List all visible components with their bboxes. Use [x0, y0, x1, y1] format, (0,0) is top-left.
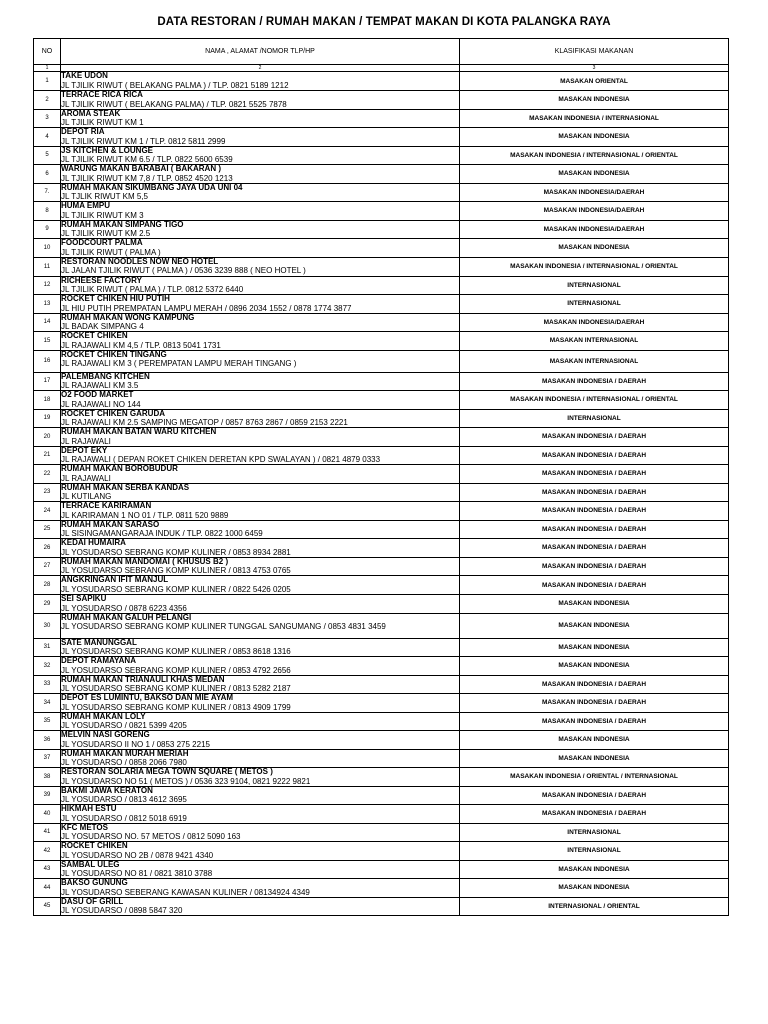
restaurant-address: JL JALAN TJILIK RIWUT ( PALMA ) / 0536 3239 888 ( NEO HOTEL ): [61, 266, 306, 275]
row-number: 33: [34, 675, 61, 694]
restaurant-name: RUMAH MAKAN SIMPANG TIGO: [61, 220, 184, 229]
restaurant-cell: [61, 239, 460, 258]
food-classification: MASAKAN INDONESIA / DAERAH: [460, 446, 729, 465]
restaurant-cell: [61, 372, 460, 391]
restaurant-name: RESTORAN SOLARIA MEGA TOWN SQUARE ( METOS ): [61, 767, 273, 776]
restaurant-address: JL KUTILANG: [61, 492, 112, 501]
restaurant-cell: [61, 165, 460, 184]
table-row: [34, 295, 729, 314]
restaurant-cell: [61, 391, 460, 410]
restaurant-address: JL YOSUDARSO / 0812 5018 6919: [61, 813, 187, 823]
restaurant-cell: [61, 768, 460, 787]
table-row: [34, 428, 729, 447]
food-classification: MASAKAN INDONESIA: [460, 91, 729, 110]
table-row: [34, 860, 729, 879]
restaurant-address: JL SISINGAMANGARAJA INDUK / TLP. 0822 1000 6459: [61, 529, 263, 538]
restaurant-name: FOODCOURT PALMA: [61, 238, 143, 247]
food-classification: MASAKAN INDONESIA / DAERAH: [460, 372, 729, 391]
restaurant-cell: [61, 712, 460, 731]
restaurant-name: SATE MANUNGGAL: [61, 638, 137, 647]
row-number: 44: [34, 879, 61, 898]
food-classification: MASAKAN INDONESIA: [460, 239, 729, 258]
row-number: 24: [34, 502, 61, 521]
restaurant-cell: [61, 257, 460, 276]
food-classification: INTERNASIONAL: [460, 295, 729, 314]
food-classification: MASAKAN INDONESIA / DAERAH: [460, 675, 729, 694]
table-row: [34, 749, 729, 768]
table-row: [34, 786, 729, 805]
restaurant-name: RUMAH MAKAN SERBA KANDAS: [61, 483, 190, 492]
restaurant-cell: [61, 128, 460, 147]
restaurant-name: RUMAH MAKAN BATAN WARU KITCHEN: [61, 427, 217, 436]
restaurant-cell: [61, 638, 460, 657]
restaurant-address: JL YOSUDARSO SEBRANG KOMP KULINER / 0853 8934 2881: [61, 547, 291, 557]
row-number: 34: [34, 694, 61, 713]
food-classification: INTERNASIONAL / ORIENTAL: [460, 897, 729, 916]
restaurant-cell: [61, 694, 460, 713]
restaurant-cell: [61, 276, 460, 295]
table-row: [34, 276, 729, 295]
restaurant-cell: [61, 146, 460, 165]
restaurant-cell: [61, 613, 460, 638]
restaurant-cell: [61, 576, 460, 595]
restaurant-address: JL RAJAWALI ( DEPAN ROKET CHIKEN DERETAN KPD SWALAYAN ) / 0821 4879 0333: [61, 455, 381, 464]
restaurant-cell: [61, 749, 460, 768]
row-number: 30: [34, 613, 61, 638]
food-classification: MASAKAN INDONESIA / DAERAH: [460, 502, 729, 521]
restaurant-address: JL RAJAWALI: [61, 473, 111, 483]
food-classification: MASAKAN INDONESIA/DAERAH: [460, 202, 729, 221]
table-row: [34, 595, 729, 614]
restaurant-name: RUMAH MAKAN LOLY: [61, 712, 146, 721]
food-classification: MASAKAN ORIENTAL: [460, 72, 729, 91]
restaurant-address: JL TJILIK RIWUT ( PALMA ): [61, 247, 161, 257]
row-number: 9: [34, 220, 61, 239]
table-row: [34, 391, 729, 410]
restaurant-address: JL YOSUDARSO / 0813 4612 3695: [61, 795, 187, 804]
restaurant-address: JL YOSUDARSO SEBRANG KOMP KULINER / 0822 5426 0205: [61, 584, 291, 594]
table-row: [34, 446, 729, 465]
column-index-3: 3: [460, 65, 729, 72]
food-classification: MASAKAN INTERNASIONAL: [460, 350, 729, 372]
restaurant-cell: [61, 446, 460, 465]
restaurant-table: [33, 38, 729, 916]
restaurant-cell: [61, 409, 460, 428]
restaurant-name: RUMAH MAKAN WONG KAMPUNG: [61, 313, 195, 322]
restaurant-name: WARUNG MAKAN BARABAI ( BAKARAN ): [61, 164, 221, 173]
food-classification: MASAKAN INDONESIA: [460, 613, 729, 638]
restaurant-name: RUMAH MAKAN BOROBUDUR: [61, 464, 178, 473]
restaurant-name: ANGKRINGAN IFIT MANJUL: [61, 575, 169, 584]
column-index-1: 1: [34, 65, 61, 72]
header-klasifikasi: KLASIFIKASI MAKANAN: [460, 39, 729, 65]
food-classification: MASAKAN INDONESIA: [460, 749, 729, 768]
table-row: [34, 842, 729, 861]
restaurant-address: JL YOSUDARSO / 0878 6223 4356: [61, 603, 187, 613]
restaurant-cell: [61, 72, 460, 91]
table-row: [34, 712, 729, 731]
restaurant-address: JL TJILIK RIWUT KM 1 / TLP. 0812 5811 2999: [61, 136, 226, 146]
food-classification: MASAKAN INDONESIA/DAERAH: [460, 313, 729, 332]
header-name-address: NAMA , ALAMAT /NOMOR TLP/HP: [61, 39, 460, 65]
table-row: [34, 483, 729, 502]
restaurant-cell: [61, 183, 460, 202]
restaurant-address: JL TJILIK RIWUT KM 3: [61, 210, 144, 220]
restaurant-cell: [61, 313, 460, 332]
food-classification: MASAKAN INDONESIA / DAERAH: [460, 465, 729, 484]
food-classification: MASAKAN INDONESIA: [460, 860, 729, 879]
restaurant-name: BAKMI JAWA KERATON: [61, 786, 153, 795]
table-row: [34, 220, 729, 239]
restaurant-address: JL TJILIK RIWUT ( PALMA ) / TLP. 0812 5372 6440: [61, 285, 244, 294]
restaurant-name: KEDAI HUMAIRA: [61, 538, 126, 547]
restaurant-cell: [61, 109, 460, 128]
food-classification: INTERNASIONAL: [460, 842, 729, 861]
restaurant-name: ROCKET CHIKEN: [61, 331, 128, 340]
restaurant-address: JL YOSUDARSO / 0821 5399 4205: [61, 721, 187, 730]
restaurant-address: JL RAJAWALI KM 3.5: [61, 381, 139, 390]
restaurant-cell: [61, 91, 460, 110]
restaurant-address: JL TJILIK RIWUT ( BELAKANG PALMA ) / TLP. 0821 5189 1212: [61, 80, 289, 90]
row-number: 20: [34, 428, 61, 447]
row-number: 11: [34, 257, 61, 276]
row-number: 36: [34, 731, 61, 750]
restaurant-address: JL YOSUDARSO NO 2B / 0878 9421 4340: [61, 850, 214, 860]
row-number: 35: [34, 712, 61, 731]
restaurant-cell: [61, 520, 460, 539]
food-classification: MASAKAN INTERNASIONAL: [460, 332, 729, 351]
restaurant-address: JL YOSUDARSO II NO 1 / 0853 275 2215: [61, 739, 210, 749]
row-number: 7.: [34, 183, 61, 202]
table-row: [34, 372, 729, 391]
restaurant-cell: [61, 557, 460, 576]
restaurant-cell: [61, 675, 460, 694]
table-row: [34, 557, 729, 576]
restaurant-name: DEPOT RIA: [61, 127, 105, 136]
restaurant-address: JL YOSUDARSO SEBRANG KOMP KULINER / 0813 4909 1799: [61, 702, 291, 712]
restaurant-name: RUMAH MAKAN MURAH MERIAH: [61, 749, 189, 758]
food-classification: MASAKAN INDONESIA / INTERNASIONAL / ORIENTAL: [460, 257, 729, 276]
table-row: [34, 823, 729, 842]
table-row: [34, 675, 729, 694]
table-row: [34, 539, 729, 558]
food-classification: MASAKAN INDONESIA / INTERNASIONAL / ORIENTAL: [460, 146, 729, 165]
table-row: [34, 465, 729, 484]
restaurant-name: RUMAH MAKAN SIKUMBANG JAYA UDA UNI 04: [61, 183, 243, 192]
row-number: 23: [34, 483, 61, 502]
food-classification: MASAKAN INDONESIA: [460, 638, 729, 657]
restaurant-name: PALEMBANG KITCHEN: [61, 372, 150, 381]
restaurant-address: JL YOSUDARSO SEBERANG KAWASAN KULINER / 08134924 4349: [61, 887, 310, 897]
table-body: [34, 72, 729, 916]
column-index-row: [34, 65, 729, 72]
header-no: NO: [34, 39, 61, 65]
food-classification: MASAKAN INDONESIA/DAERAH: [460, 220, 729, 239]
table-row: [34, 72, 729, 91]
restaurant-cell: [61, 502, 460, 521]
food-classification: MASAKAN INDONESIA / DAERAH: [460, 539, 729, 558]
table-row: [34, 576, 729, 595]
restaurant-name: TAKE UDON: [61, 71, 108, 80]
restaurant-address: JL YOSUDARSO SEBRANG KOMP KULINER / 0813 4753 0765: [61, 566, 291, 575]
restaurant-name: MELVIN NASI GORENG: [61, 730, 150, 739]
restaurant-name: RUMAH MAKAN GALUH PELANGI: [61, 613, 192, 622]
food-classification: MASAKAN INDONESIA: [460, 595, 729, 614]
table-row: [34, 183, 729, 202]
row-number: 26: [34, 539, 61, 558]
restaurant-address: JL YOSUDARSO NO 51 ( METOS ) / 0536 323 9104, 0821 9222 9821: [61, 776, 311, 786]
row-number: 29: [34, 595, 61, 614]
food-classification: MASAKAN INDONESIA: [460, 657, 729, 676]
table-row: [34, 165, 729, 184]
restaurant-address: JL YOSUDARSO NO 81 / 0821 3810 3788: [61, 869, 213, 878]
restaurant-cell: [61, 842, 460, 861]
row-number: 37: [34, 749, 61, 768]
restaurant-cell: [61, 805, 460, 824]
row-number: 5: [34, 146, 61, 165]
food-classification: MASAKAN INDONESIA / DAERAH: [460, 428, 729, 447]
food-classification: INTERNASIONAL: [460, 276, 729, 295]
restaurant-address: JL KARIRAMAN 1 NO 01 / TLP. 0811 520 9889: [61, 510, 229, 520]
restaurant-address: JL YOSUDARSO SEBRANG KOMP KULINER / 0813 5282 2187: [61, 684, 291, 693]
row-number: 28: [34, 576, 61, 595]
restaurant-address: JL TJILIK RIWUT KM 1: [61, 118, 144, 127]
row-number: 2: [34, 91, 61, 110]
restaurant-address: JL RAJAWALI KM 4,5 / TLP. 0813 5041 1731: [61, 340, 221, 350]
food-classification: MASAKAN INDONESIA: [460, 879, 729, 898]
restaurant-address: JL YOSUDARSO NO. 57 METOS / 0812 5090 163: [61, 832, 241, 841]
restaurant-name: SEI SAPIKU: [61, 594, 107, 603]
restaurant-name: DEPOT ES LUMINTU, BAKSO DAN MIE AYAM: [61, 693, 234, 702]
row-number: 13: [34, 295, 61, 314]
restaurant-cell: [61, 786, 460, 805]
food-classification: MASAKAN INDONESIA / DAERAH: [460, 483, 729, 502]
row-number: 39: [34, 786, 61, 805]
restaurant-cell: [61, 897, 460, 916]
row-number: 1: [34, 72, 61, 91]
row-number: 6: [34, 165, 61, 184]
row-number: 42: [34, 842, 61, 861]
restaurant-name: AROMA STEAK: [61, 109, 121, 118]
restaurant-address: JL RAJAWALI KM 2.5 SAMPING MEGATOP / 0857 8763 2867 / 0859 2153 2221: [61, 418, 348, 427]
food-classification: INTERNASIONAL: [460, 823, 729, 842]
row-number: 38: [34, 768, 61, 787]
table-header-row: [34, 39, 729, 65]
restaurant-name: ROCKET CHIKEN HIU PUTIH: [61, 294, 170, 303]
restaurant-cell: [61, 202, 460, 221]
column-index-2: 2: [61, 65, 460, 72]
table-row: [34, 613, 729, 638]
row-number: 43: [34, 860, 61, 879]
food-classification: MASAKAN INDONESIA / DAERAH: [460, 786, 729, 805]
table-row: [34, 239, 729, 258]
restaurant-name: ROCKET CHIKEN TINGANG: [61, 350, 167, 359]
table-row: [34, 657, 729, 676]
food-classification: MASAKAN INDONESIA / DAERAH: [460, 576, 729, 595]
restaurant-cell: [61, 731, 460, 750]
restaurant-name: DEPOT RAMAYANA: [61, 656, 136, 665]
restaurant-name: RUMAH MAKAN TRIANAULI KHAS MEDAN: [61, 675, 225, 684]
table-row: [34, 350, 729, 372]
restaurant-cell: [61, 823, 460, 842]
table-row: [34, 694, 729, 713]
row-number: 22: [34, 465, 61, 484]
row-number: 16: [34, 350, 61, 372]
row-number: 40: [34, 805, 61, 824]
restaurant-address: JL YOSUDARSO / 0858 2066 7980: [61, 758, 187, 767]
restaurant-name: SAMBAL ULEG: [61, 860, 120, 869]
restaurant-name: BAKSO GUNUNG: [61, 878, 128, 887]
table-row: [34, 257, 729, 276]
food-classification: MASAKAN INDONESIA / DAERAH: [460, 805, 729, 824]
restaurant-name: TERRACE RICA RICA: [61, 90, 143, 99]
row-number: 32: [34, 657, 61, 676]
row-number: 41: [34, 823, 61, 842]
restaurant-address: JL YOSUDARSO / 0898 5847 320: [61, 906, 183, 915]
food-classification: MASAKAN INDONESIA / DAERAH: [460, 694, 729, 713]
restaurant-address: JL TJILIK RIWUT ( BELAKANG PALMA) / TLP. 0821 5525 7878: [61, 99, 287, 109]
row-number: 4: [34, 128, 61, 147]
table-row: [34, 502, 729, 521]
restaurant-cell: [61, 332, 460, 351]
food-classification: MASAKAN INDONESIA / ORIENTAL / INTERNASIONAL: [460, 768, 729, 787]
table-row: [34, 128, 729, 147]
row-number: 31: [34, 638, 61, 657]
restaurant-address: JL YOSUDARSO SEBRANG KOMP KULINER / 0853 8618 1316: [61, 647, 291, 656]
restaurant-cell: [61, 595, 460, 614]
restaurant-name: DASU OF GRILL: [61, 897, 124, 906]
food-classification: MASAKAN INDONESIA / DAERAH: [460, 557, 729, 576]
table-row: [34, 409, 729, 428]
table-row: [34, 731, 729, 750]
restaurant-cell: [61, 220, 460, 239]
row-number: 19: [34, 409, 61, 428]
restaurant-address: JL TJILIK RIWUT KM 2.5: [61, 229, 151, 238]
food-classification: MASAKAN INDONESIA: [460, 731, 729, 750]
restaurant-address: JL YOSUDARSO SEBRANG KOMP KULINER TUNGGAL SANGUMANG / 0853 4831 3459: [61, 622, 386, 631]
restaurant-cell: [61, 295, 460, 314]
food-classification: MASAKAN INDONESIA / DAERAH: [460, 520, 729, 539]
food-classification: MASAKAN INDONESIA / DAERAH: [460, 712, 729, 731]
table-row: [34, 332, 729, 351]
restaurant-address: JL RAJAWALI: [61, 436, 111, 446]
restaurant-address: JL TJILIK RIWUT KM 6.5 / TLP. 0822 5600 6539: [61, 155, 233, 164]
restaurant-name: HUMA EMPU: [61, 201, 111, 210]
row-number: 15: [34, 332, 61, 351]
food-classification: MASAKAN INDONESIA: [460, 165, 729, 184]
restaurant-name: DEPOT EKY: [61, 446, 108, 455]
restaurant-name: O2 FOOD MARKET: [61, 390, 134, 399]
restaurant-cell: [61, 879, 460, 898]
table-row: [34, 897, 729, 916]
restaurant-name: RUMAH MAKAN SARASO: [61, 520, 160, 529]
restaurant-address: JL HIU PUTIH PREMPATAN LAMPU MERAH / 0896 2034 1552 / 0878 1774 3877: [61, 303, 352, 313]
restaurant-name: ROCKET CHIKEN: [61, 841, 128, 850]
restaurant-name: RESTORAN NOODLES NOW NEO HOTEL: [61, 257, 219, 266]
restaurant-address: JL TJILIK RIWUT KM 7,8 / TLP. 0852 4520 1213: [61, 173, 233, 183]
restaurant-address: JL BADAK SIMPANG 4: [61, 322, 144, 331]
row-number: 17: [34, 372, 61, 391]
row-number: 18: [34, 391, 61, 410]
row-number: 12: [34, 276, 61, 295]
restaurant-name: RUMAH MAKAN MANDOMAI ( KHUSUS B2 ): [61, 557, 229, 566]
restaurant-cell: [61, 465, 460, 484]
row-number: 14: [34, 313, 61, 332]
restaurant-name: ROCKET CHIKEN GARUDA: [61, 409, 165, 418]
table-row: [34, 879, 729, 898]
restaurant-name: HIKMAH ESTU: [61, 804, 117, 813]
restaurant-address: JL YOSUDARSO SEBRANG KOMP KULINER / 0853 4792 2656: [61, 665, 291, 675]
restaurant-cell: [61, 428, 460, 447]
row-number: 8: [34, 202, 61, 221]
restaurant-cell: [61, 860, 460, 879]
restaurant-name: RICHEESE FACTORY: [61, 276, 142, 285]
table-row: [34, 109, 729, 128]
restaurant-cell: [61, 483, 460, 502]
restaurant-address: JL RAJAWALI NO 144: [61, 399, 141, 409]
table-row: [34, 638, 729, 657]
row-number: 45: [34, 897, 61, 916]
restaurant-address: JL TJLIK RIWUT KM 5,5: [61, 192, 148, 201]
restaurant-name: TERRACE KARIRAMAN: [61, 501, 152, 510]
food-classification: MASAKAN INDONESIA / INTERNASIONAL / ORIENTAL: [460, 391, 729, 410]
food-classification: MASAKAN INDONESIA / INTERNASIONAL: [460, 109, 729, 128]
row-number: 3: [34, 109, 61, 128]
row-number: 10: [34, 239, 61, 258]
restaurant-cell: [61, 350, 460, 372]
row-number: 25: [34, 520, 61, 539]
table-row: [34, 768, 729, 787]
food-classification: MASAKAN INDONESIA: [460, 128, 729, 147]
row-number: 21: [34, 446, 61, 465]
restaurant-cell: [61, 657, 460, 676]
food-classification: INTERNASIONAL: [460, 409, 729, 428]
table-row: [34, 805, 729, 824]
restaurant-address: JL RAJAWALI KM 3 ( PEREMPATAN LAMPU MERAH TINGANG ): [61, 359, 297, 368]
restaurant-cell: [61, 539, 460, 558]
table-row: [34, 91, 729, 110]
table-row: [34, 146, 729, 165]
restaurant-name: JS KITCHEN & LOUNGE: [61, 146, 154, 155]
restaurant-name: KFC METOS: [61, 823, 108, 832]
row-number: 27: [34, 557, 61, 576]
table-row: [34, 520, 729, 539]
food-classification: MASAKAN INDONESIA/DAERAH: [460, 183, 729, 202]
table-row: [34, 202, 729, 221]
document-title: DATA RESTORAN / RUMAH MAKAN / TEMPAT MAKAN DI KOTA PALANGKA RAYA: [157, 16, 611, 28]
table-row: [34, 313, 729, 332]
